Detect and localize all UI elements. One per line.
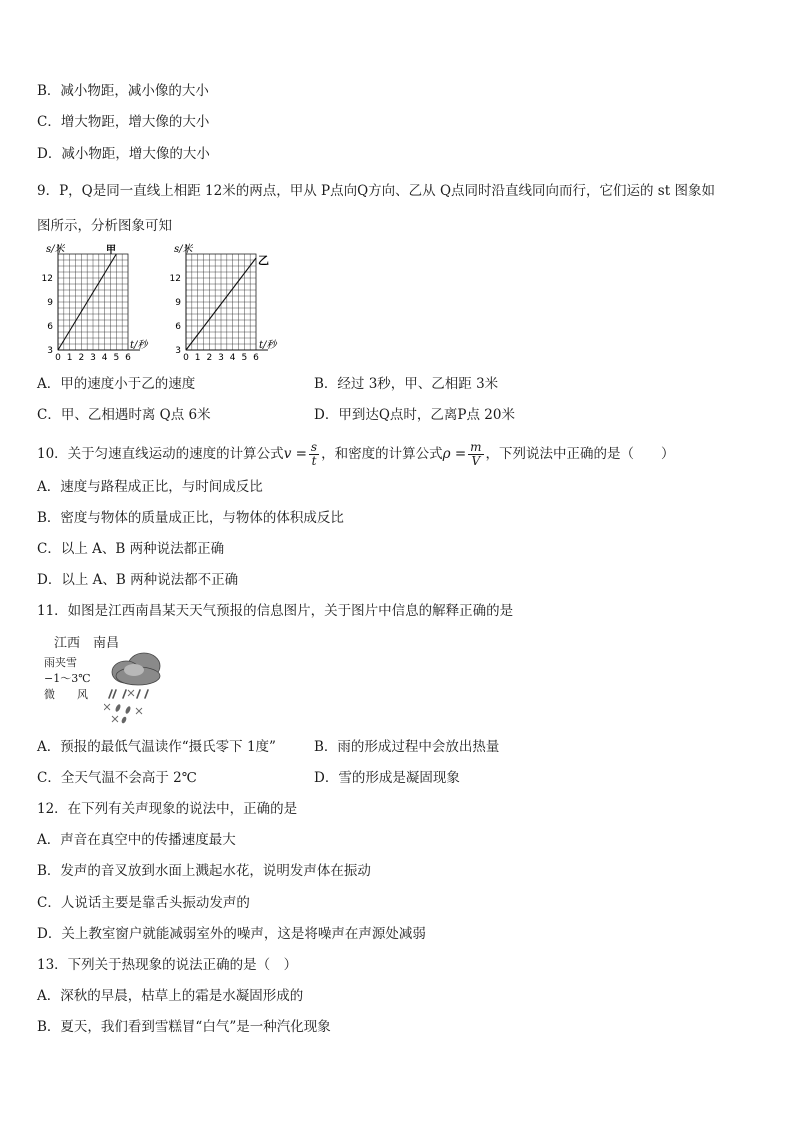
q13-option-b: B．夏天，我们看到雪糕冒“白气”是一种汽化现象 [37, 1019, 331, 1035]
weather-forecast-image [40, 632, 170, 727]
q12-option-d: D．关上教室窗户就能减弱室外的噪声，这是将噪声在声源处减弱 [37, 926, 426, 942]
graph-jia-name: 甲 [106, 245, 116, 256]
q13-stem: 13．下列关于热现象的说法正确的是（ ） [37, 957, 298, 973]
q12-option-c: C．人说话主要是靠舌头振动发声的 [37, 895, 250, 911]
graph-jia-xlabel: t/秒 [130, 340, 148, 351]
q9-option-d: D．甲到达Q点时，乙离P点 20米 [314, 407, 515, 423]
graph-jia-xtick: 3 [90, 353, 96, 362]
graph-yi-xtick: 4 [229, 353, 236, 362]
q11-option-a: A．预报的最低气温读作“摄氏零下 1度” [37, 739, 276, 755]
weather-wind: 微 风 [44, 688, 88, 701]
graph-yi-xtick: 3 [218, 353, 224, 362]
q8-option-b: B．减小物距，减小像的大小 [37, 83, 209, 99]
q9-graph-jia [38, 240, 156, 362]
graph-yi-ylabel: s/米 [174, 244, 193, 255]
q13-option-a: A．深秋的早晨，枯草上的霜是水凝固形成的 [37, 988, 304, 1004]
graph-jia-xtick: 6 [125, 353, 131, 362]
graph-jia-xtick: 4 [101, 353, 108, 362]
formula-rho-denominator: V [471, 454, 481, 468]
q10-stem-part3: ，下列说法中正确的是（ ） [485, 446, 675, 462]
q9-option-c: C．甲、乙相遇时离 Q点 6米 [37, 407, 211, 423]
q8-option-d: D．减小物距，增大像的大小 [37, 146, 210, 162]
q10-stem-part1: 10．关于匀速直线运动的速度的计算公式 [37, 446, 284, 462]
q9-option-a: A．甲的速度小于乙的速度 [37, 376, 196, 392]
graph-yi-xtick: 5 [241, 353, 248, 362]
q12-option-a: A．声音在真空中的传播速度最大 [37, 832, 236, 848]
formula-rho-lhs: ρ = [442, 446, 467, 462]
graph-yi-xtick: 1 [194, 353, 201, 362]
weather-place: 江西 南昌 [54, 636, 120, 651]
formula-v-lhs: v = [283, 446, 307, 462]
graph-jia-ytick: 6 [47, 322, 53, 332]
graph-yi-name: 乙 [258, 254, 269, 267]
graph-jia-ylabel: s/米 [46, 244, 65, 255]
weather-condition: 雨夹雪 [44, 656, 77, 669]
weather-temperature: −1～3℃ [44, 672, 91, 685]
formula-v-denominator: t [311, 454, 317, 468]
graph-yi-ytick: 9 [175, 298, 181, 308]
q12-option-b: B．发声的音叉放到水面上溅起水花，说明发声体在振动 [37, 863, 371, 879]
q9-stem-line2: 图所示，分析图象可知 [37, 218, 172, 234]
q10-stem-part2: ，和密度的计算公式 [321, 446, 443, 462]
graph-jia-grid [58, 254, 128, 350]
formula-rho-numerator: m [470, 440, 482, 454]
q10-option-c: C．以上 A、B 两种说法都正确 [37, 541, 225, 557]
q11-option-d: D．雪的形成是凝固现象 [314, 770, 460, 786]
q12-stem: 12．在下列有关声现象的说法中，正确的是 [37, 801, 298, 817]
graph-yi-xtick: 2 [206, 353, 213, 362]
q11-option-c: C．全天气温不会高于 2℃ [37, 770, 197, 786]
graph-yi-xlabel: t/秒 [259, 340, 277, 351]
sleet-cloud-icon [104, 650, 166, 726]
formula-v-numerator: s [310, 440, 318, 454]
q9-stem-line1: 9．P，Q是同一直线上相距 12米的两点，甲从 P点向Q方向、乙从 Q点同时沿直线同向而行，它们运的 st 图象如 [37, 183, 715, 199]
q9-graph-yi [166, 240, 288, 362]
q10-stem [37, 440, 675, 468]
formula-rho-fraction [468, 441, 483, 468]
graph-yi-ytick: 3 [175, 346, 181, 356]
graph-jia-xtick: 2 [78, 353, 85, 362]
graph-jia-ytick: 12 [41, 274, 53, 284]
graph-yi-ytick: 6 [175, 322, 181, 332]
q10-option-b: B．密度与物体的质量成正比，与物体的体积成反比 [37, 510, 344, 526]
formula-v-fraction [309, 441, 319, 468]
graph-jia-xtick: 5 [113, 353, 120, 362]
graph-jia-ytick: 9 [47, 298, 53, 308]
graph-jia-xtick: 1 [66, 353, 73, 362]
graph-jia-ytick: 3 [47, 346, 53, 356]
graph-yi-xtick: 0 [183, 353, 189, 362]
q11-stem: 11．如图是江西南昌某天天气预报的信息图片，关于图片中信息的解释正确的是 [37, 603, 514, 619]
q10-option-a: A．速度与路程成正比，与时间成反比 [37, 479, 263, 495]
graph-yi-ytick: 12 [169, 274, 181, 284]
q10-option-d: D．以上 A、B 两种说法都不正确 [37, 572, 239, 588]
q8-option-c: C．增大物距，增大像的大小 [37, 114, 210, 130]
q11-option-b: B．雨的形成过程中会放出热量 [314, 739, 500, 755]
q9-option-b: B．经过 3秒，甲、乙相距 3米 [314, 376, 499, 392]
graph-yi-xtick: 6 [253, 353, 259, 362]
graph-jia-xtick: 0 [55, 353, 61, 362]
